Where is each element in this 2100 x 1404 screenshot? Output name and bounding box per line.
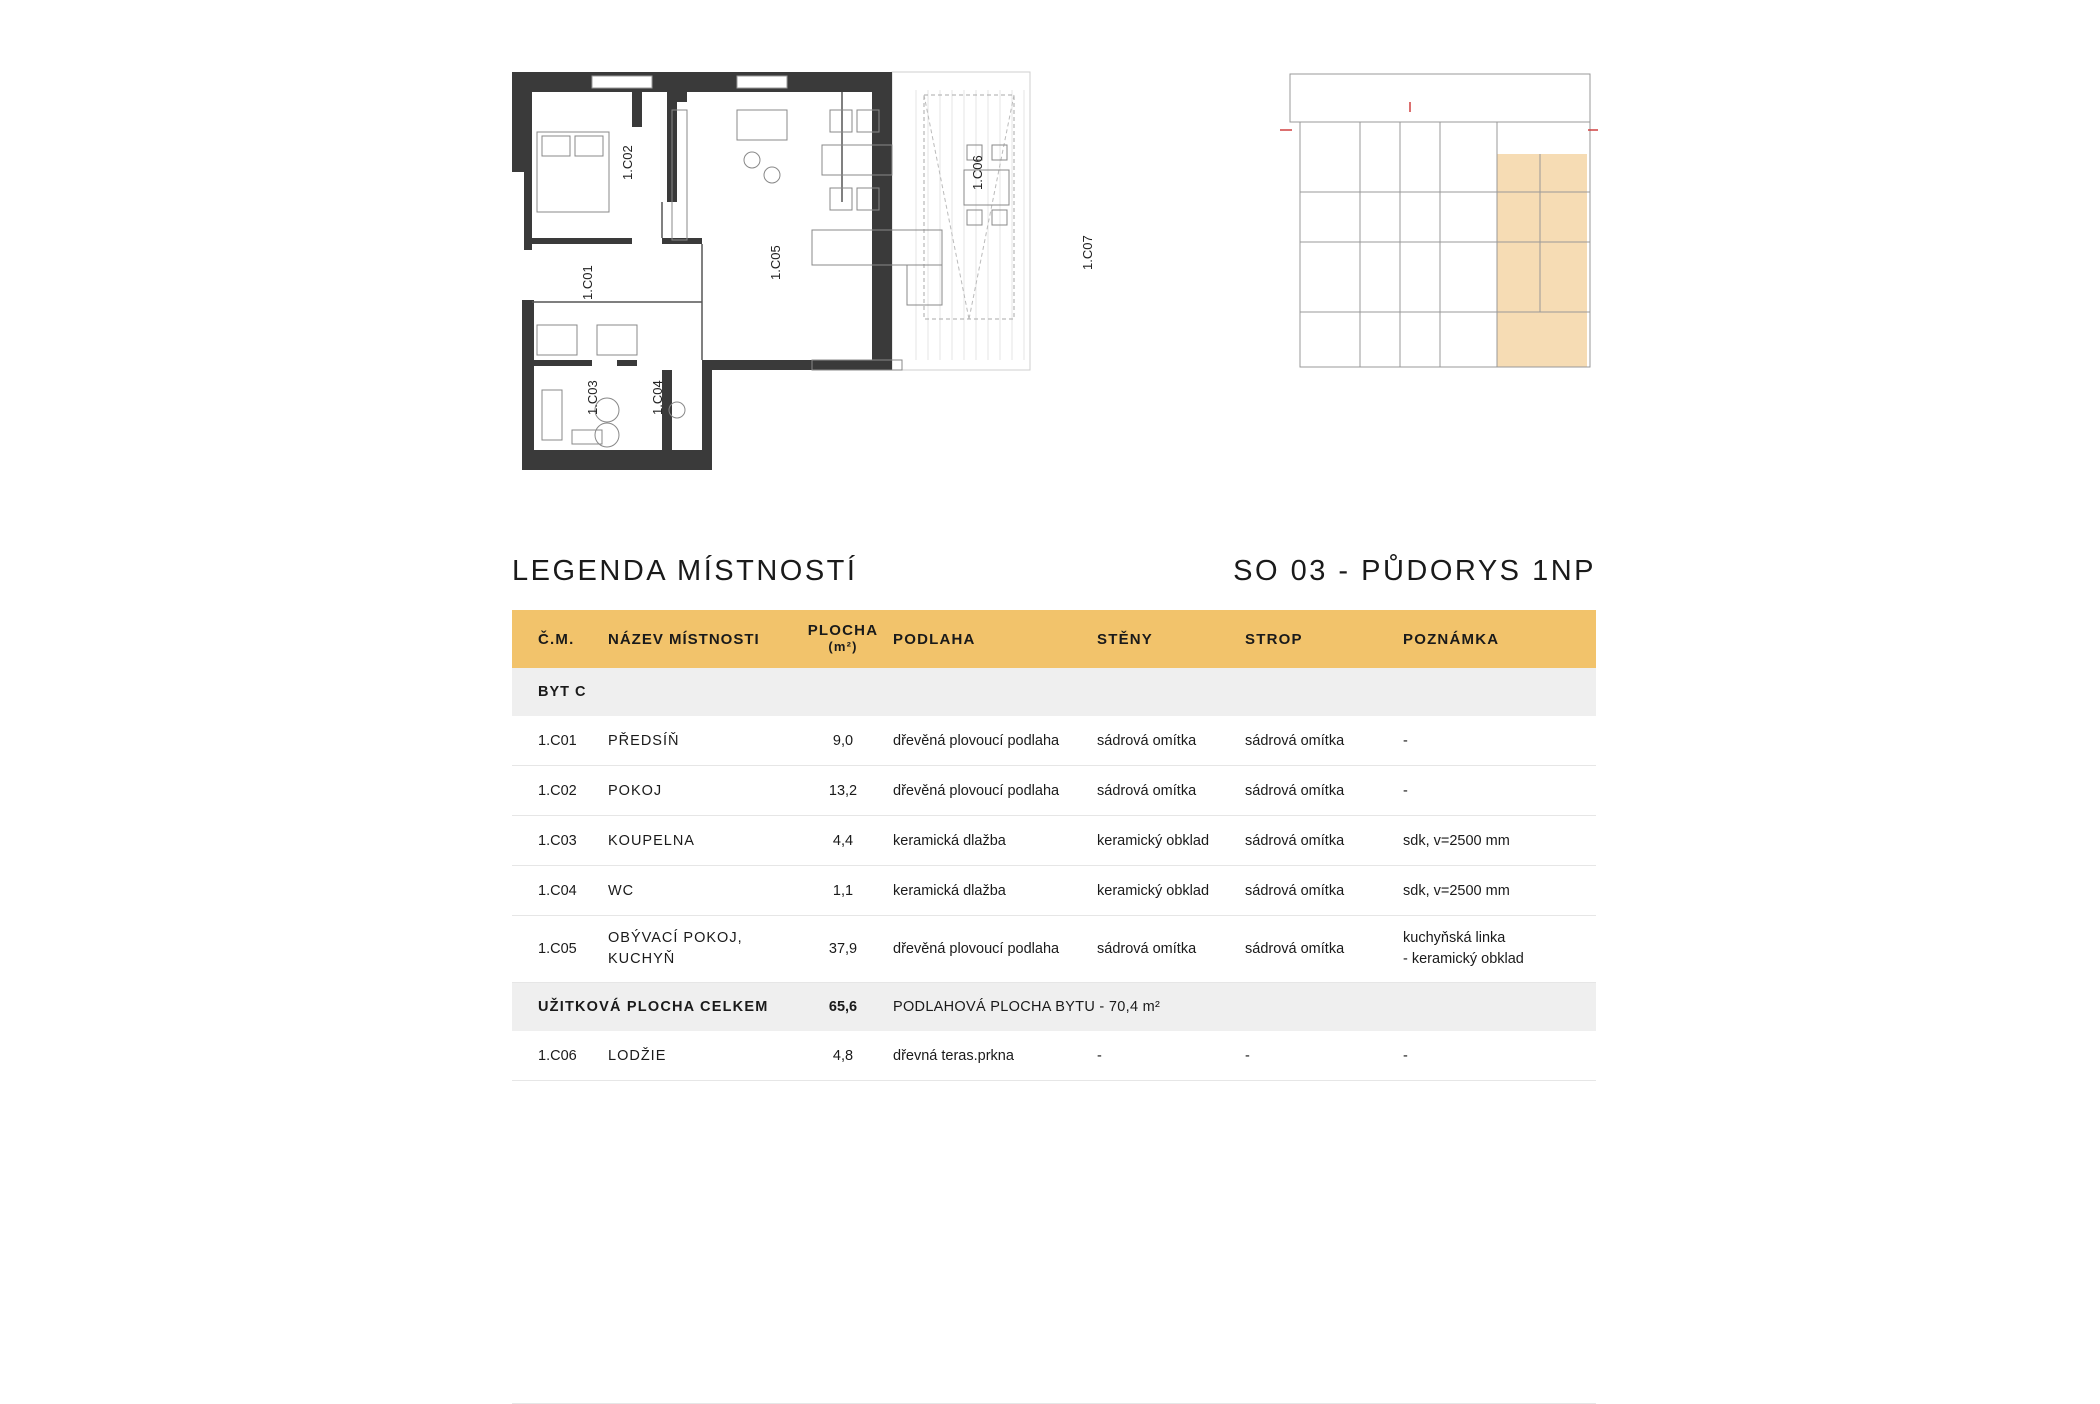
cell-area: 13,2 <box>793 766 893 816</box>
cell-area: 1,1 <box>793 866 893 916</box>
cell-num: 1.C05 <box>512 916 608 983</box>
header-ceiling: STROP <box>1245 610 1403 668</box>
cell-floor: dřevná teras.prkna <box>893 1031 1097 1081</box>
key-plan-highlight <box>1497 154 1587 367</box>
cell-name <box>608 916 793 983</box>
table-row <box>512 766 1596 816</box>
cell-walls: sádrová omítka <box>1097 916 1245 983</box>
room-label-1c01: 1.C01 <box>580 265 595 300</box>
total-label: UŽITKOVÁ PLOCHA CELKEM <box>512 983 793 1032</box>
key-plan-drawing <box>1280 72 1600 372</box>
cell-ceiling: - <box>1245 1031 1403 1081</box>
cell-walls: keramický obklad <box>1097 866 1245 916</box>
cell-floor: dřevěná plovoucí podlaha <box>893 916 1097 983</box>
cell-num: 1.C02 <box>512 766 608 816</box>
table-header-row <box>512 610 1596 668</box>
table-row <box>512 916 1596 983</box>
heading-row <box>512 555 1596 588</box>
cell-ceiling: sádrová omítka <box>1245 716 1403 766</box>
bed <box>537 132 609 212</box>
cell-area: 9,0 <box>793 716 893 766</box>
total-row <box>512 983 1596 1032</box>
cell-area: 4,4 <box>793 816 893 866</box>
header-walls: STĚNY <box>1097 610 1245 668</box>
cell-note-line2: - keramický obklad <box>1403 951 1524 967</box>
plan-heading: SO 03 - PŮDORYS 1NP <box>1233 555 1596 587</box>
total-note: PODLAHOVÁ PLOCHA BYTU - 70,4 m² <box>893 983 1596 1032</box>
table-row <box>512 816 1596 866</box>
cell-note: - <box>1403 716 1596 766</box>
cell-note: - <box>1403 1031 1596 1081</box>
cell-name: WC <box>608 866 793 916</box>
cell-name: POKOJ <box>608 766 793 816</box>
legend-heading: LEGENDA MÍSTNOSTÍ <box>512 555 858 587</box>
cell-ceiling: sádrová omítka <box>1245 766 1403 816</box>
header-area-label: PLOCHA <box>807 622 879 639</box>
cell-area: 4,8 <box>793 1031 893 1081</box>
header-area <box>793 610 893 668</box>
cell-walls: sádrová omítka <box>1097 766 1245 816</box>
table-row <box>512 1031 1596 1081</box>
table-row <box>512 866 1596 916</box>
cell-walls: keramický obklad <box>1097 816 1245 866</box>
cell-name: PŘEDSÍŇ <box>608 716 793 766</box>
floor-plan <box>512 70 1095 470</box>
room-label-1c04: 1.C04 <box>650 380 665 415</box>
cell-num: 1.C04 <box>512 866 608 916</box>
cell-area: 37,9 <box>793 916 893 983</box>
room-label-1c02: 1.C02 <box>620 145 635 180</box>
room-legend-table <box>512 610 1596 1081</box>
cell-ceiling: sádrová omítka <box>1245 916 1403 983</box>
header-name: NÁZEV MÍSTNOSTI <box>608 610 793 668</box>
cell-floor: dřevěná plovoucí podlaha <box>893 766 1097 816</box>
cell-num: 1.C01 <box>512 716 608 766</box>
header-note: POZNÁMKA <box>1403 610 1596 668</box>
cell-floor: keramická dlažba <box>893 816 1097 866</box>
room-label-1c06: 1.C06 <box>970 155 985 190</box>
header-num: Č.M. <box>512 610 608 668</box>
table-row <box>512 716 1596 766</box>
cell-ceiling: sádrová omítka <box>1245 866 1403 916</box>
cell-note-line1: kuchyňská linka <box>1403 930 1506 946</box>
cell-note: - <box>1403 766 1596 816</box>
cell-num: 1.C03 <box>512 816 608 866</box>
floor-plan-drawing <box>512 70 1095 470</box>
cell-floor: dřevěná plovoucí podlaha <box>893 716 1097 766</box>
cell-floor: keramická dlažba <box>893 866 1097 916</box>
room-label-1c05: 1.C05 <box>768 245 783 280</box>
cell-ceiling: sádrová omítka <box>1245 816 1403 866</box>
cell-note: sdk, v=2500 mm <box>1403 866 1596 916</box>
cell-note: sdk, v=2500 mm <box>1403 816 1596 866</box>
header-area-unit: (m²) <box>828 639 858 654</box>
cell-name: KOUPELNA <box>608 816 793 866</box>
cell-num: 1.C06 <box>512 1031 608 1081</box>
cell-walls: - <box>1097 1031 1245 1081</box>
cell-name-line1: OBÝVACÍ POKOJ, <box>608 930 743 946</box>
header-floor: PODLAHA <box>893 610 1097 668</box>
cell-name-line2: KUCHYŇ <box>608 951 676 967</box>
key-plan <box>1280 72 1600 372</box>
cell-walls: sádrová omítka <box>1097 716 1245 766</box>
total-area: 65,6 <box>793 983 893 1032</box>
room-label-1c03: 1.C03 <box>585 380 600 415</box>
room-label-1c07: 1.C07 <box>1080 235 1095 270</box>
group-label: BYT C <box>512 668 1596 716</box>
cell-name: LODŽIE <box>608 1031 793 1081</box>
cell-note <box>1403 916 1596 983</box>
group-row <box>512 668 1596 716</box>
